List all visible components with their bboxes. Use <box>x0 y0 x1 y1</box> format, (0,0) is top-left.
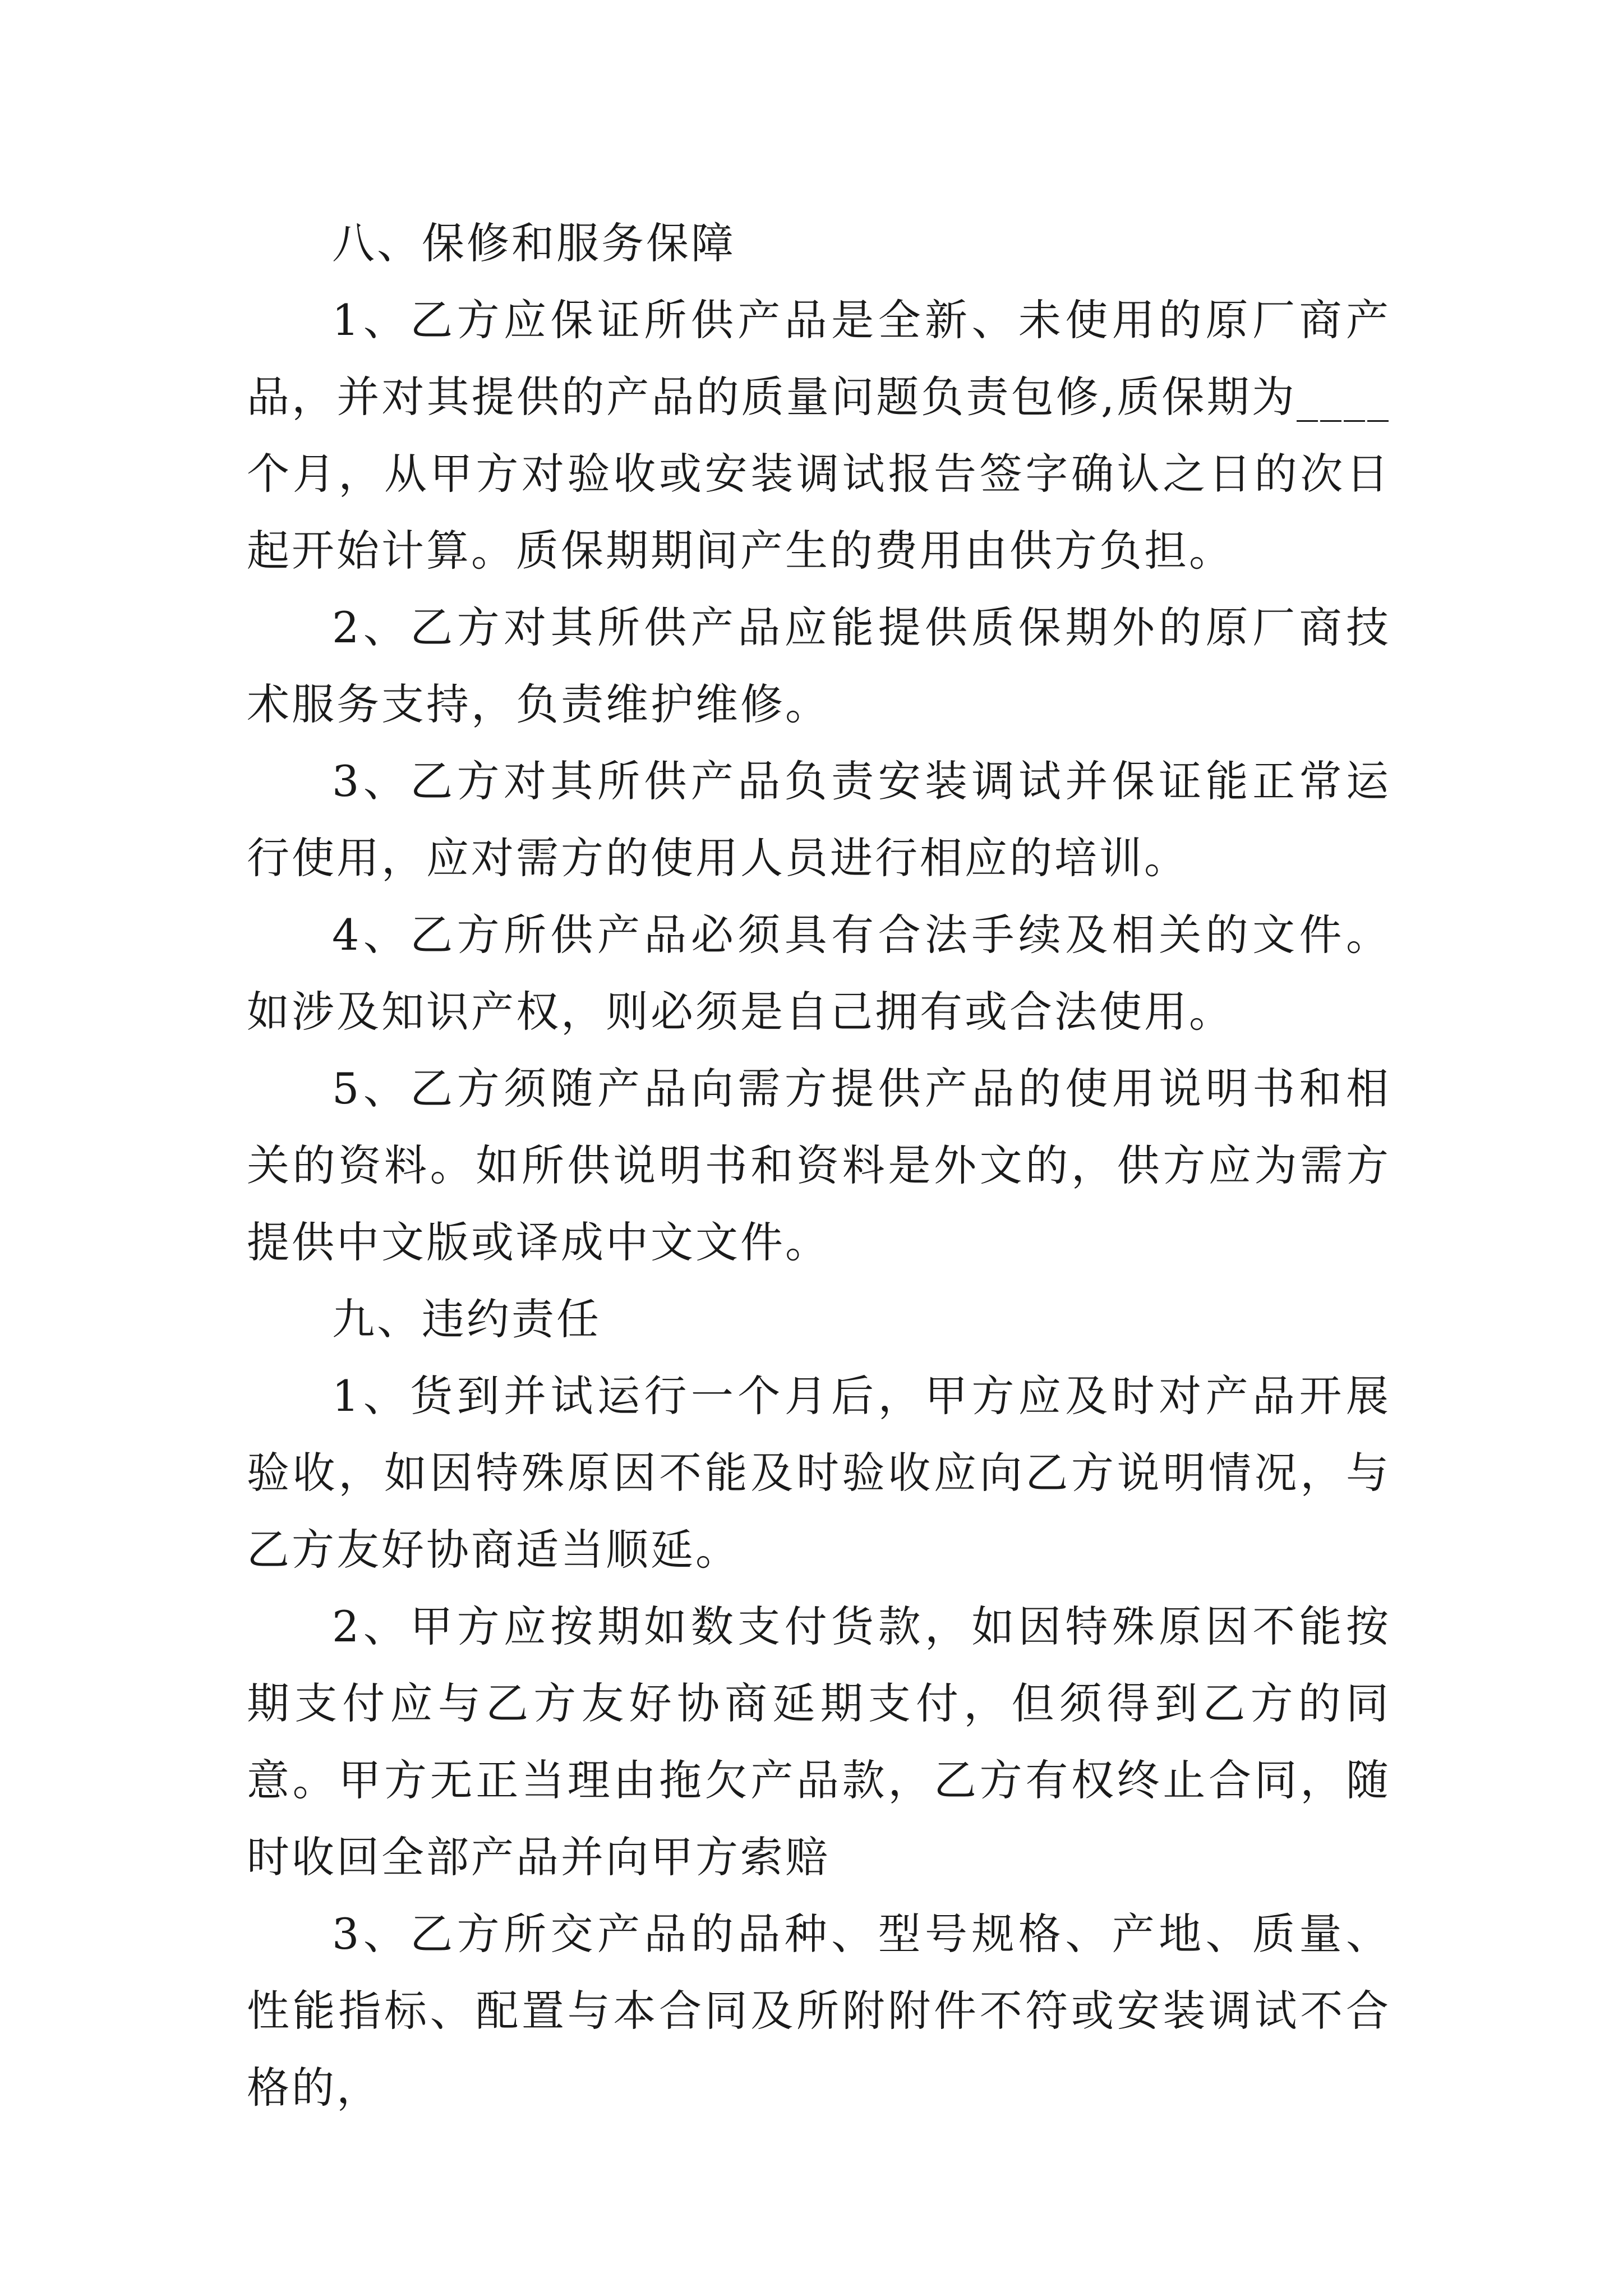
warranty-clause-3: 3、乙方对其所供产品负责安装调试并保证能正常运行使用，应对需方的使用人员进行相应的培训。 <box>247 756 1391 883</box>
document-body <box>247 205 1391 2126</box>
warranty-clause-5: 5、乙方须随产品向需方提供产品的使用说明书和相关的资料。如所供说明书和资料是外文的，供方应为需方提供中文版或译成中文文件。 <box>247 1064 1391 1267</box>
section-heading-liability: 九、违约责任 <box>332 1294 601 1344</box>
warranty-clause-1: 1、乙方应保证所供产品是全新、未使用的原厂商产品，并对其提供的产品的质量问题负责包修,质保期为____个月，从甲方对验收或安装调试报告签字确认之日的次日起开始计算。质保期期间产生的费用由供方负担。 <box>247 295 1391 576</box>
liability-clause-2: 2、甲方应按期如数支付货款，如因特殊原因不能按期支付应与乙方友好协商延期支付，但须得到乙方的同意。甲方无正当理由拖欠产品款，乙方有权终止合同，随时收回全部产品并向甲方索赔 <box>247 1602 1391 1882</box>
liability-clause-3: 3、乙方所交产品的品种、型号规格、产地、质量、性能指标、配置与本合同及所附附件不符或安装调试不合格的， <box>247 1909 1391 2113</box>
liability-clause-1: 1、货到并试运行一个月后，甲方应及时对产品开展验收，如因特殊原因不能及时验收应向乙方说明情况，与乙方友好协商适当顺延。 <box>247 1371 1391 1575</box>
section-heading-warranty: 八、保修和服务保障 <box>332 218 736 268</box>
warranty-clause-2: 2、乙方对其所供产品应能提供质保期外的原厂商技术服务支持，负责维护维修。 <box>247 602 1391 729</box>
warranty-clause-4: 4、乙方所供产品必须具有合法手续及相关的文件。如涉及知识产权，则必须是自己拥有或合法使用。 <box>247 910 1391 1037</box>
